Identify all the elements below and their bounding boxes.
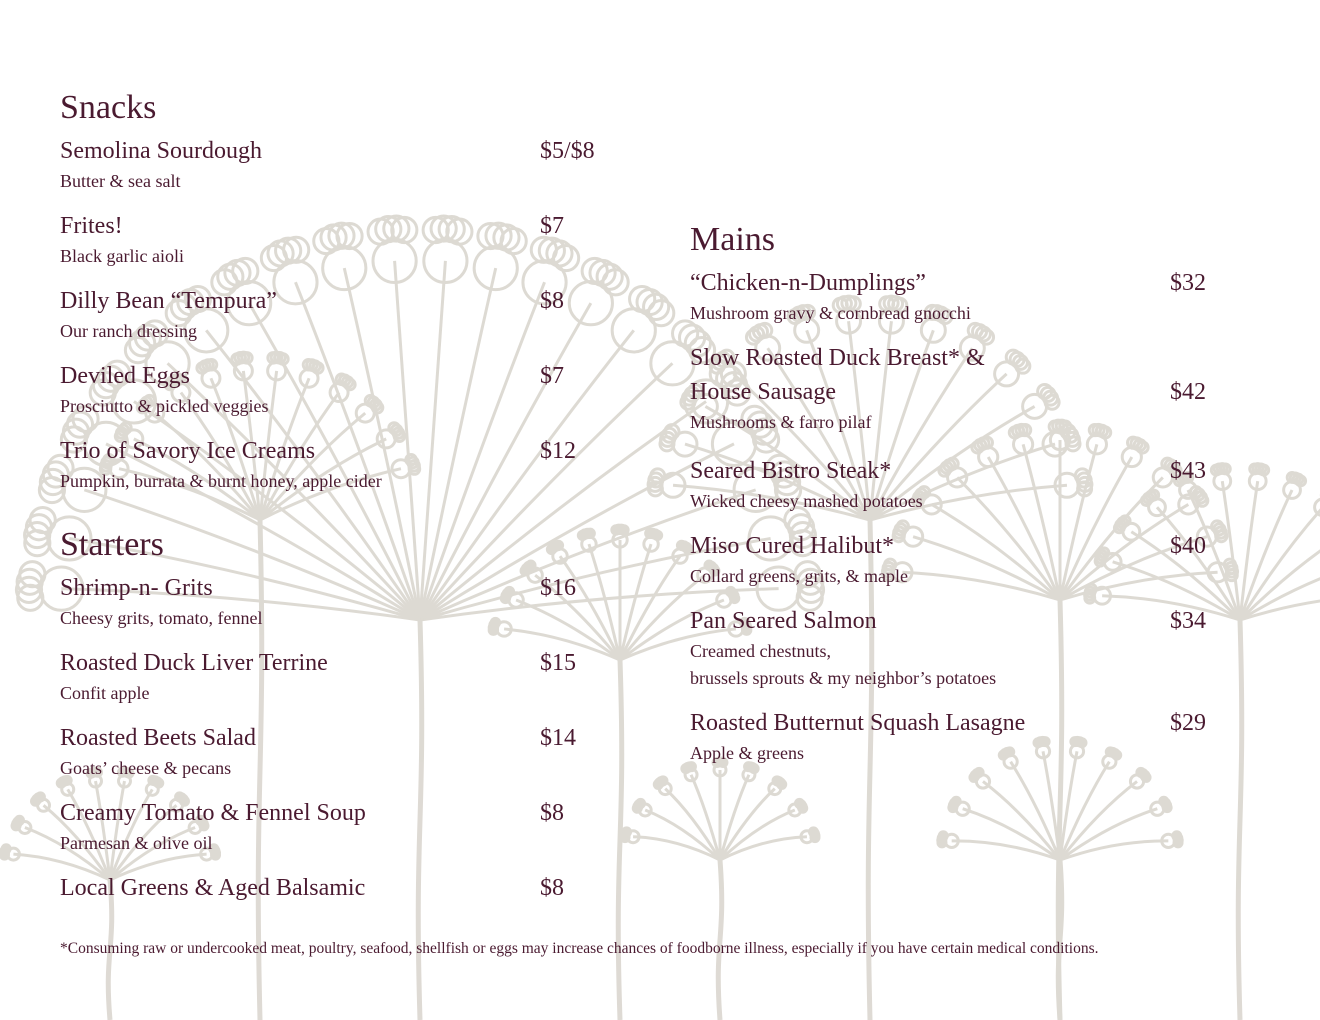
item-price: $42 [1170,379,1206,405]
item-description: Prosciutto & pickled veggies [60,396,269,416]
item-name: Roasted Butternut Squash Lasagne [690,710,1026,736]
item-name: Seared Bistro Steak* [690,458,892,484]
item-name: “Chicken-n-Dumplings” [690,270,926,296]
menu-item [60,721,620,782]
item-name: Pan Seared Salmon [690,608,877,634]
menu-item [60,796,620,857]
item-description: Creamed chestnuts, [690,641,831,661]
item-name: Roasted Duck Liver Terrine [60,650,328,676]
item-name: Semolina Sourdough [60,138,262,164]
section-title-snacks: Snacks [60,89,157,126]
item-price: $8 [540,288,564,314]
item-name: Miso Cured Halibut* [690,533,894,559]
item-price: $5/$8 [540,138,595,164]
item-description: Pumpkin, burrata & burnt honey, apple cider [60,471,382,491]
item-description: Goats’ cheese & pecans [60,758,232,778]
item-description: Wicked cheesy mashed potatoes [690,491,923,511]
item-price: $7 [540,213,564,239]
section-title-starters: Starters [60,526,164,563]
item-name: Frites! [60,213,123,239]
section-title-mains: Mains [690,221,775,258]
menu-item [60,646,620,707]
item-name: Deviled Eggs [60,363,190,389]
item-price: $16 [540,575,576,601]
item-description: Parmesan & olive oil [60,833,213,853]
menu-item [690,266,1250,327]
mains-section [690,220,1250,781]
menu-item [60,871,620,905]
item-name: Shrimp-n- Grits [60,575,213,601]
menu-item [60,209,620,270]
item-description: Mushroom gravy & cornbread gnocchi [690,303,971,323]
item-name: Creamy Tomato & Fennel Soup [60,800,366,826]
item-name: Roasted Beets Salad [60,725,256,751]
menu-item [690,341,1250,436]
item-name: Dilly Bean “Tempura” [60,288,277,314]
item-name: Trio of Savory Ice Creams [60,438,316,464]
item-price: $40 [1170,533,1206,559]
item-price: $7 [540,363,564,389]
menu-item [60,571,620,632]
item-price: $29 [1170,710,1206,736]
item-price: $43 [1170,458,1206,484]
item-price: $8 [540,800,564,826]
item-price: $8 [540,875,564,901]
menu-item [60,134,620,195]
menu-item [690,454,1250,515]
menu-item [60,359,620,420]
menu-item [60,434,620,495]
menu-item [690,604,1250,692]
item-name-line-2: House Sausage [690,379,836,405]
item-description: Apple & greens [690,743,804,763]
item-price: $12 [540,438,576,464]
menu-item [690,706,1250,767]
menu-item [690,529,1250,590]
item-description: Mushrooms & farro pilaf [690,412,872,432]
item-price: $14 [540,725,576,751]
snacks-section [60,88,620,509]
item-description: Black garlic aioli [60,246,184,266]
item-name: Local Greens & Aged Balsamic [60,875,366,901]
item-description-line-2: brussels sprouts & my neighbor’s potatoes [690,668,997,688]
item-price: $15 [540,650,576,676]
food-safety-footnote: *Consuming raw or undercooked meat, poultry, seafood, shellfish or eggs may increase chances of foodborne illness, especially if you have certain medical conditions. [60,940,1099,957]
item-price: $32 [1170,270,1206,296]
item-description: Cheesy grits, tomato, fennel [60,608,263,628]
item-description: Our ranch dressing [60,321,197,341]
item-description: Butter & sea salt [60,171,181,191]
item-price: $34 [1170,608,1206,634]
starters-section [60,525,620,919]
item-description: Collard greens, grits, & maple [690,566,908,586]
menu-item [60,284,620,345]
item-description: Confit apple [60,683,150,703]
item-name: Slow Roasted Duck Breast* & [690,345,985,371]
